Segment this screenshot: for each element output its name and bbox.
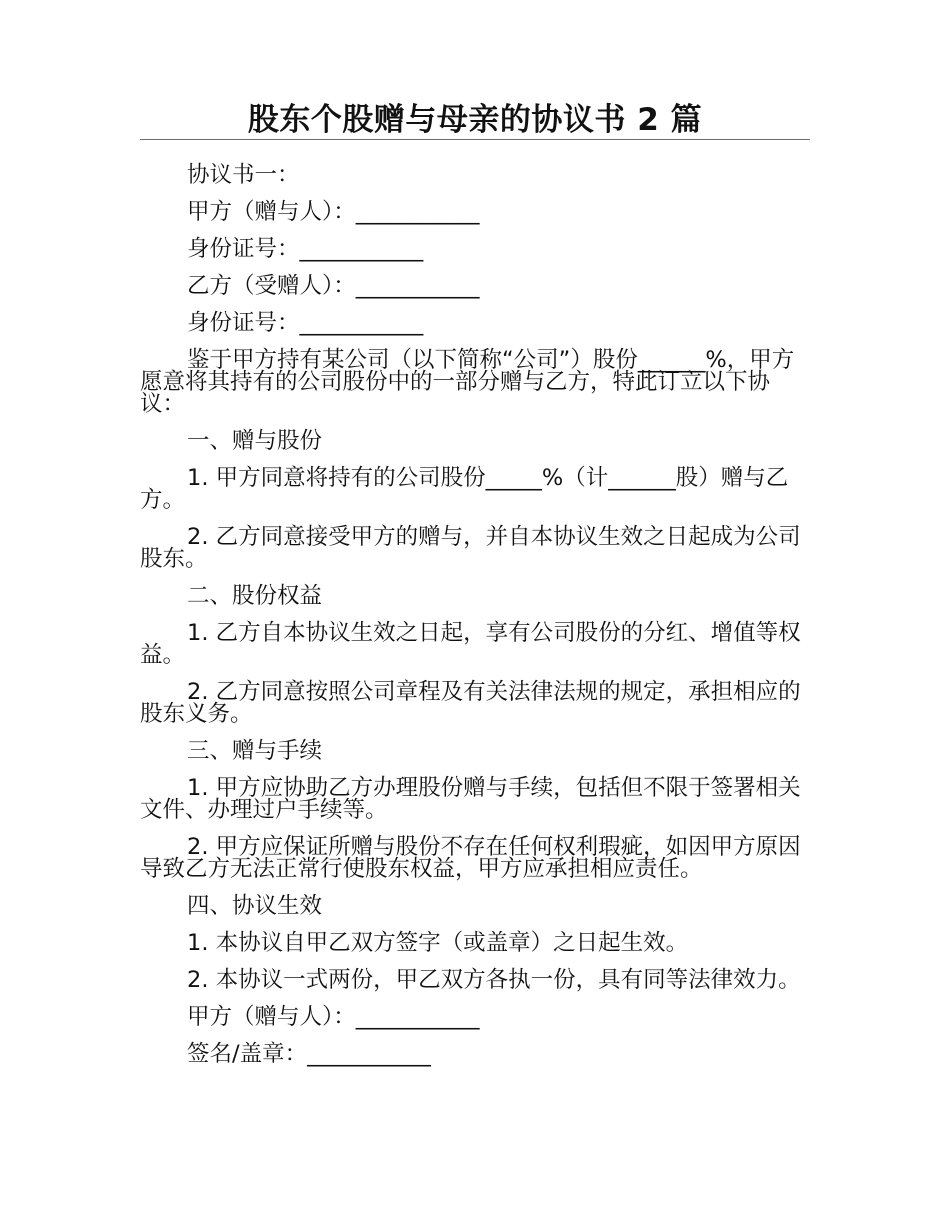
clause-4-2: 2. 本协议一式两份，甲乙双方各执一份，具有同等法律效力。 xyxy=(187,967,801,993)
party-b-donee-field: 乙方（受赠人）：___________ xyxy=(187,273,480,299)
section-heading-effectiveness: 四、协议生效 xyxy=(187,893,323,919)
clause-4-1: 1. 本协议自甲乙双方签字（或盖章）之日起生效。 xyxy=(187,930,689,956)
preamble-paragraph: 鉴于甲方持有某公司（以下简称“公司”）股份______%，甲方愿意将其持有的公司股份中的一部分赠与乙方，特此订立以下协议： xyxy=(140,347,795,417)
signature-party-a-field: 甲方（赠与人）：___________ xyxy=(187,1004,480,1030)
section-heading-agreement-one: 协议书一： xyxy=(187,162,300,188)
section-heading-gift-procedures: 三、赠与手续 xyxy=(187,738,323,764)
section-heading-gift-shares: 一、赠与股份 xyxy=(187,428,323,454)
clause-3-2: 2. 甲方应保证所赠与股份不存在任何权利瑕疵，如因甲方原因导致乙方无法正常行使股东权益，甲方应承担相应责任。 xyxy=(140,834,801,882)
party-a-donor-field: 甲方（赠与人）：___________ xyxy=(187,199,480,225)
clause-2-2: 2. 乙方同意按照公司章程及有关法律法规的规定，承担相应的股东义务。 xyxy=(140,679,801,727)
document-body xyxy=(140,156,810,1072)
clause-3-1: 1. 甲方应协助乙方办理股份赠与手续，包括但不限于签署相关文件、办理过户手续等。 xyxy=(140,775,801,823)
clause-1-1: 1. 甲方同意将持有的公司股份_____%（计______股）赠与乙方。 xyxy=(140,465,789,513)
document-title: 股东个股赠与母亲的协议书 2 篇 xyxy=(247,102,703,138)
party-b-id-number-field: 身份证号：___________ xyxy=(187,310,424,336)
section-heading-share-rights: 二、股份权益 xyxy=(187,583,323,609)
clause-1-2: 2. 乙方同意接受甲方的赠与，并自本协议生效之日起成为公司股东。 xyxy=(140,524,801,572)
title-underline xyxy=(140,139,810,140)
party-a-id-number-field: 身份证号：___________ xyxy=(187,236,424,262)
signature-seal-field: 签名/盖章：___________ xyxy=(187,1041,431,1067)
clause-2-1: 1. 乙方自本协议生效之日起，享有公司股份的分红、增值等权益。 xyxy=(140,620,801,668)
